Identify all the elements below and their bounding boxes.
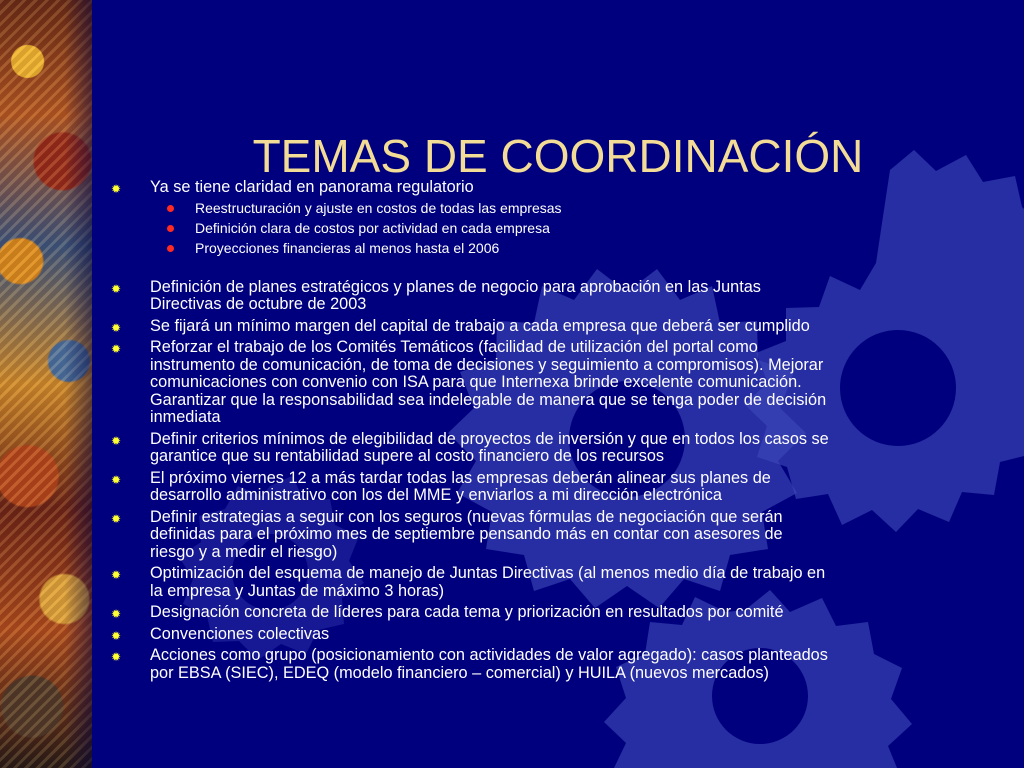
list-item: ✹ Ya se tiene claridad en panorama regulatorio <box>111 178 474 196</box>
yellow-sparkle-bullet-icon: ✹ <box>111 182 122 196</box>
list-item: ✹ Convenciones colectivas <box>111 624 330 643</box>
red-dot-bullet-icon <box>167 245 174 252</box>
list-item: ✹ Definir criterios mínimos de elegibilidad de proyectos de inversión y que en todos los casos se garantice que su rentabilidad supere al costo financiero de los recursos <box>111 429 829 465</box>
slide-content <box>91 0 1024 768</box>
list-item: ✹ El próximo viernes 12 a más tardar todas las empresas deberán alinear sus planes de desarrollo administrativo con los del MME y enviarlos a mi dirección electrónica <box>111 468 771 504</box>
yellow-sparkle-bullet-icon: ✹ <box>111 511 122 526</box>
yellow-sparkle-bullet-icon: ✹ <box>111 281 122 296</box>
red-dot-bullet-icon <box>167 225 174 232</box>
list-item: ✹ Definir estrategias a seguir con los seguros (nuevas fórmulas de negociación que serán definidas para el próximo mes de septiembre pensando más en contar con asesores de riesgo y a medir el riesgo) <box>111 507 783 561</box>
yellow-sparkle-bullet-icon: ✹ <box>111 320 122 335</box>
bullet-list <box>91 175 996 682</box>
red-dot-bullet-icon <box>167 205 174 212</box>
list-item: ✹ Se fijará un mínimo margen del capital de trabajo a cada empresa que deberá ser cumplido <box>111 316 810 335</box>
list-item: Definición clara de costos por actividad en cada empresa <box>91 220 996 237</box>
yellow-sparkle-bullet-icon: ✹ <box>111 607 122 621</box>
list-item: ✹ Optimización del esquema de manejo de Juntas Directivas (al menos medio día de trabajo en la empresa y Juntas de máximo 3 horas) <box>111 564 826 600</box>
yellow-sparkle-bullet-icon: ✹ <box>111 628 122 643</box>
list-item: ✹ Definición de planes estratégicos y planes de negocio para aprobación en las Juntas Directivas de octubre de 2003 <box>111 277 761 313</box>
yellow-sparkle-bullet-icon: ✹ <box>111 342 122 356</box>
list-item: ✹ Reforzar el trabajo de los Comités Temáticos (facilidad de utilización del portal como instrumento de comunicación, de toma de decisiones y seguimiento a compromisos). Mejorar comunicaciones con convenio con ISA para que Internexa brinde excelente comunicación. Garantizar que la responsabilidad sea indelegable de manera que se tenga poder de decisión inmediata <box>111 338 827 426</box>
list-item: Reestructuración y ajuste en costos de todas las empresas <box>91 200 996 217</box>
yellow-sparkle-bullet-icon: ✹ <box>111 433 122 448</box>
yellow-sparkle-bullet-icon: ✹ <box>111 472 122 487</box>
list-item: ✹ Acciones como grupo (posicionamiento con actividades de valor agregado): casos planteados por EBSA (SIEC), EDEQ (modelo financiero – comercial) y HUILA (nuevos mercados) <box>111 646 828 682</box>
slide-title: TEMAS DE COORDINACIÓN <box>252 129 864 182</box>
yellow-sparkle-bullet-icon: ✹ <box>111 568 122 582</box>
yellow-sparkle-bullet-icon: ✹ <box>111 650 122 664</box>
list-item: ✹ Designación concreta de líderes para cada tema y priorización en resultados por comité <box>111 603 784 621</box>
list-item: Proyecciones financieras al menos hasta el 2006 <box>91 240 996 257</box>
